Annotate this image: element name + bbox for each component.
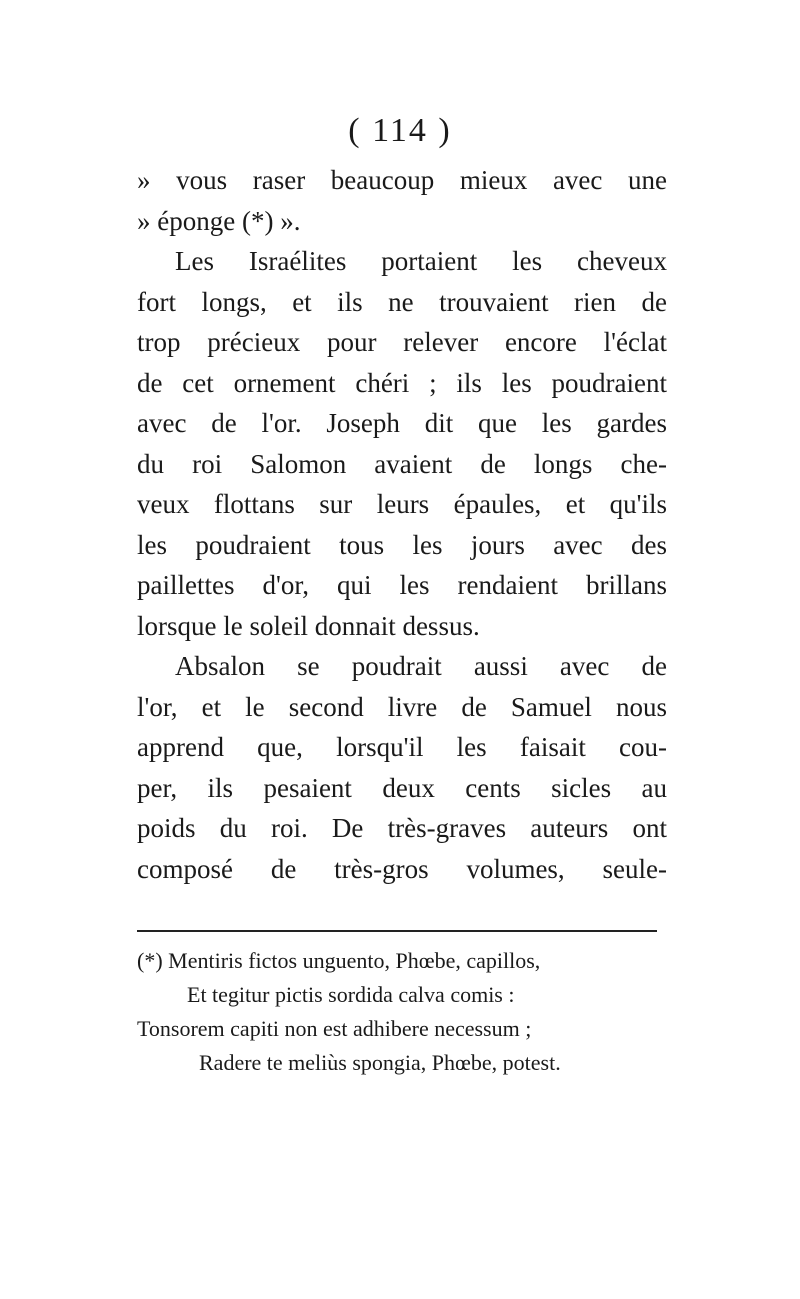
- footnote-line: Tonsorem capiti non est adhibere necessum ;: [137, 1016, 532, 1041]
- text-line: composé de très-gros volumes, seule-: [137, 853, 667, 884]
- text-line: du roi Salomon avaient de longs che-: [137, 448, 667, 479]
- footnote-line: Radere te meliùs spongia, Phœbe, potest.: [199, 1050, 561, 1075]
- text-line: de cet ornement chéri ; ils les poudraient: [137, 367, 667, 398]
- footnote-divider: [137, 930, 657, 932]
- footnote: [137, 944, 672, 1080]
- text-line: lorsque le soleil donnait dessus.: [137, 610, 480, 641]
- text-line: veux flottans sur leurs épaules, et qu'ils: [137, 489, 667, 519]
- text-line: l'or, et le second livre de Samuel nous: [137, 691, 667, 722]
- text-line: » vous raser beaucoup mieux avec une: [137, 165, 667, 195]
- text-line: avec de l'or. Joseph dit que les gardes: [137, 408, 667, 438]
- text-line: fort longs, et ils ne trouvaient rien de: [137, 286, 667, 317]
- text-line: apprend que, lorsqu'il les faisait cou-: [137, 732, 667, 762]
- body-text: [137, 160, 667, 889]
- text-line: paillettes d'or, qui les rendaient brillans: [137, 570, 667, 600]
- text-line: les poudraient tous les jours avec des: [137, 529, 667, 560]
- page-number: ( 114 ): [348, 112, 452, 149]
- text-line: trop précieux pour relever encore l'éclat: [137, 327, 667, 357]
- footnote-line: Et tegitur pictis sordida calva comis :: [187, 982, 515, 1007]
- text-line: » éponge (*) ».: [137, 205, 301, 236]
- text-line: per, ils pesaient deux cents sicles au: [137, 772, 667, 803]
- text-line: Absalon se poudrait aussi avec de: [175, 651, 667, 681]
- text-line: Les Israélites portaient les cheveux: [175, 246, 667, 276]
- footnote-line: (*) Mentiris fictos unguento, Phœbe, capillos,: [137, 948, 541, 973]
- text-line: poids du roi. De très-graves auteurs ont: [137, 813, 667, 843]
